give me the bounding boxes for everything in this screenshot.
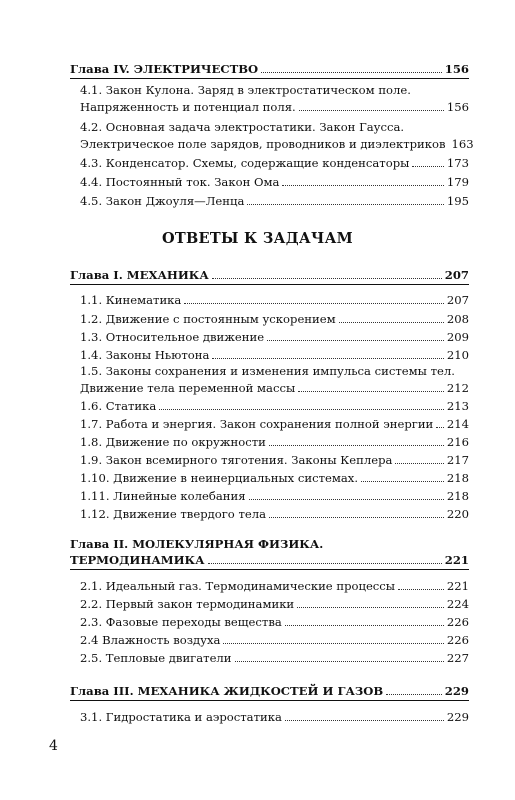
dot-leader <box>269 516 444 518</box>
toc-chapter-4[interactable] <box>70 56 469 76</box>
toc-item-page: 218 <box>446 471 469 485</box>
dot-leader <box>208 562 442 564</box>
dot-leader <box>297 606 444 608</box>
toc-item-label: Напряженность и потенциал поля. <box>80 100 296 114</box>
chapter-1-page: 207 <box>444 268 469 282</box>
toc-item-page: 229 <box>446 710 469 724</box>
dot-leader <box>395 462 443 464</box>
toc-item-label: 3.1. Гидростатика и аэростатика <box>80 710 282 724</box>
toc-item-4-5[interactable] <box>80 188 469 208</box>
toc-item-2-2[interactable] <box>80 591 469 611</box>
toc-item-label: 1.9. Закон всемирного тяготения. Законы Кеплера <box>80 453 393 467</box>
dot-leader <box>285 624 444 626</box>
toc-item-page: 163 <box>451 137 474 151</box>
toc-item-label: 4.5. Закон Джоуля—Ленца <box>80 194 245 208</box>
toc-item-1-3[interactable] <box>80 324 469 344</box>
dot-leader <box>298 390 444 392</box>
toc-item-1-5-line1[interactable]: 1.5. Законы сохранения и изменения импульса системы тел. <box>80 364 455 378</box>
toc-item-4-2[interactable] <box>80 131 474 151</box>
dot-leader <box>159 408 444 410</box>
dot-leader <box>249 498 444 500</box>
toc-item-2-3[interactable] <box>80 609 469 629</box>
toc-item-label: 1.3. Относительное движение <box>80 330 265 344</box>
toc-item-page: 218 <box>446 489 469 503</box>
toc-item-label: 4.4. Постоянный ток. Закон Ома <box>80 175 280 189</box>
toc-item-label: 4.3. Конденсатор. Схемы, содержащие конденсаторы <box>80 156 410 170</box>
toc-item-label: Электрическое поле зарядов, проводников и диэлектриков <box>80 137 446 151</box>
toc-chapter-3[interactable] <box>70 678 469 698</box>
dot-leader <box>386 693 442 695</box>
toc-item-page: 179 <box>446 175 469 189</box>
toc-item-page: 221 <box>446 579 469 593</box>
toc-item-4-3[interactable] <box>80 150 469 170</box>
dot-leader <box>436 426 444 428</box>
chapter-1-title: Глава I. МЕХАНИКА <box>70 268 209 282</box>
toc-item-4-2-line1[interactable]: 4.2. Основная задача электростатики. Закон Гаусса. <box>80 120 405 134</box>
toc-item-label: 1.8. Движение по окружности <box>80 435 266 449</box>
toc-item-page: 226 <box>446 615 469 629</box>
chapter-2-title-line2: ТЕРМОДИНАМИКА <box>70 553 205 567</box>
divider <box>70 700 469 701</box>
divider <box>70 569 469 570</box>
toc-item-page: 210 <box>446 348 469 362</box>
toc-item-1-9[interactable] <box>80 447 469 467</box>
toc-item-1-4[interactable] <box>80 342 469 362</box>
toc-item-4-1[interactable] <box>80 94 469 114</box>
toc-item-label: 2.2. Первый закон термодинамики <box>80 597 295 611</box>
toc-item-label: 1.12. Движение твердого тела <box>80 507 267 521</box>
toc-item-page: 213 <box>446 399 469 413</box>
chapter-4-page: 156 <box>444 62 469 76</box>
answers-heading: ОТВЕТЫ К ЗАДАЧАМ <box>161 230 354 247</box>
toc-item-page: 207 <box>446 293 469 307</box>
toc-item-1-2[interactable] <box>80 306 469 326</box>
toc-item-page: 216 <box>446 435 469 449</box>
toc-chapter-2[interactable] <box>70 547 469 567</box>
toc-item-label: 2.3. Фазовые переходы вещества <box>80 615 282 629</box>
toc-item-page: 224 <box>446 597 469 611</box>
toc-item-1-5[interactable] <box>80 375 469 395</box>
toc-chapter-1[interactable] <box>70 262 469 282</box>
toc-item-label: 2.1. Идеальный газ. Термодинамические процессы <box>80 579 396 593</box>
chapter-4-title: Глава IV. ЭЛЕКТРИЧЕСТВО <box>70 62 259 76</box>
toc-item-label: 1.11. Линейные колебания <box>80 489 246 503</box>
toc-item-1-10[interactable] <box>80 465 469 485</box>
dot-leader <box>285 719 444 721</box>
chapter-3-page: 229 <box>444 684 469 698</box>
toc-item-label: 1.4. Законы Ньютона <box>80 348 210 362</box>
toc-item-3-1[interactable] <box>80 704 469 724</box>
toc-item-label: 1.6. Статика <box>80 399 157 413</box>
toc-item-page: 209 <box>446 330 469 344</box>
divider <box>70 78 469 79</box>
toc-item-label: 1.7. Работа и энергия. Закон сохранения полной энергии <box>80 417 434 431</box>
dot-leader <box>212 277 442 279</box>
toc-item-label: 1.10. Движение в неинерциальных системах. <box>80 471 359 485</box>
toc-item-1-8[interactable] <box>80 429 469 449</box>
toc-item-label: Движение тела переменной массы <box>80 381 296 395</box>
chapter-2-title-line1[interactable]: Глава II. МОЛЕКУЛЯРНАЯ ФИЗИКА. <box>70 537 324 551</box>
dot-leader <box>398 588 444 590</box>
toc-item-page: 212 <box>446 381 469 395</box>
toc-item-4-4[interactable] <box>80 169 469 189</box>
dot-leader <box>247 203 443 205</box>
toc-item-4-1-line1[interactable]: 4.1. Закон Кулона. Заряд в электростатическом поле. <box>80 83 411 97</box>
toc-item-1-11[interactable] <box>80 483 469 503</box>
dot-leader <box>412 165 444 167</box>
divider <box>70 284 469 285</box>
toc-item-1-6[interactable] <box>80 393 469 413</box>
toc-item-label: 1.1. Кинематика <box>80 293 182 307</box>
dot-leader <box>267 339 444 341</box>
toc-item-1-1[interactable] <box>80 287 469 307</box>
toc-item-page: 220 <box>446 507 469 521</box>
toc-item-page: 195 <box>446 194 469 208</box>
toc-item-2-4[interactable] <box>80 627 469 647</box>
toc-item-page: 208 <box>446 312 469 326</box>
toc-item-page: 156 <box>446 100 469 114</box>
dot-leader <box>269 444 444 446</box>
dot-leader <box>223 642 443 644</box>
dot-leader <box>261 71 442 73</box>
dot-leader <box>299 109 444 111</box>
toc-item-page: 227 <box>446 651 469 665</box>
toc-item-page: 173 <box>446 156 469 170</box>
dot-leader <box>235 660 444 662</box>
toc-item-page: 226 <box>446 633 469 647</box>
dot-leader <box>212 357 443 359</box>
toc-item-2-5[interactable] <box>80 645 469 665</box>
toc-item-label: 2.4 Влажность воздуха <box>80 633 221 647</box>
dot-leader <box>282 184 443 186</box>
toc-item-label: 2.5. Тепловые двигатели <box>80 651 232 665</box>
dot-leader <box>339 321 444 323</box>
toc-item-label: 1.2. Движение с постоянным ускорением <box>80 312 336 326</box>
toc-item-page: 217 <box>446 453 469 467</box>
toc-item-page: 214 <box>446 417 469 431</box>
toc-item-1-12[interactable] <box>80 501 469 521</box>
toc-item-1-7[interactable] <box>80 411 469 431</box>
dot-leader <box>184 302 444 304</box>
chapter-2-page: 221 <box>444 553 469 567</box>
dot-leader <box>361 480 444 482</box>
page-number: 4 <box>49 738 58 754</box>
toc-item-2-1[interactable] <box>80 573 469 593</box>
chapter-3-title: Глава III. МЕХАНИКА ЖИДКОСТЕЙ И ГАЗОВ <box>70 684 384 698</box>
